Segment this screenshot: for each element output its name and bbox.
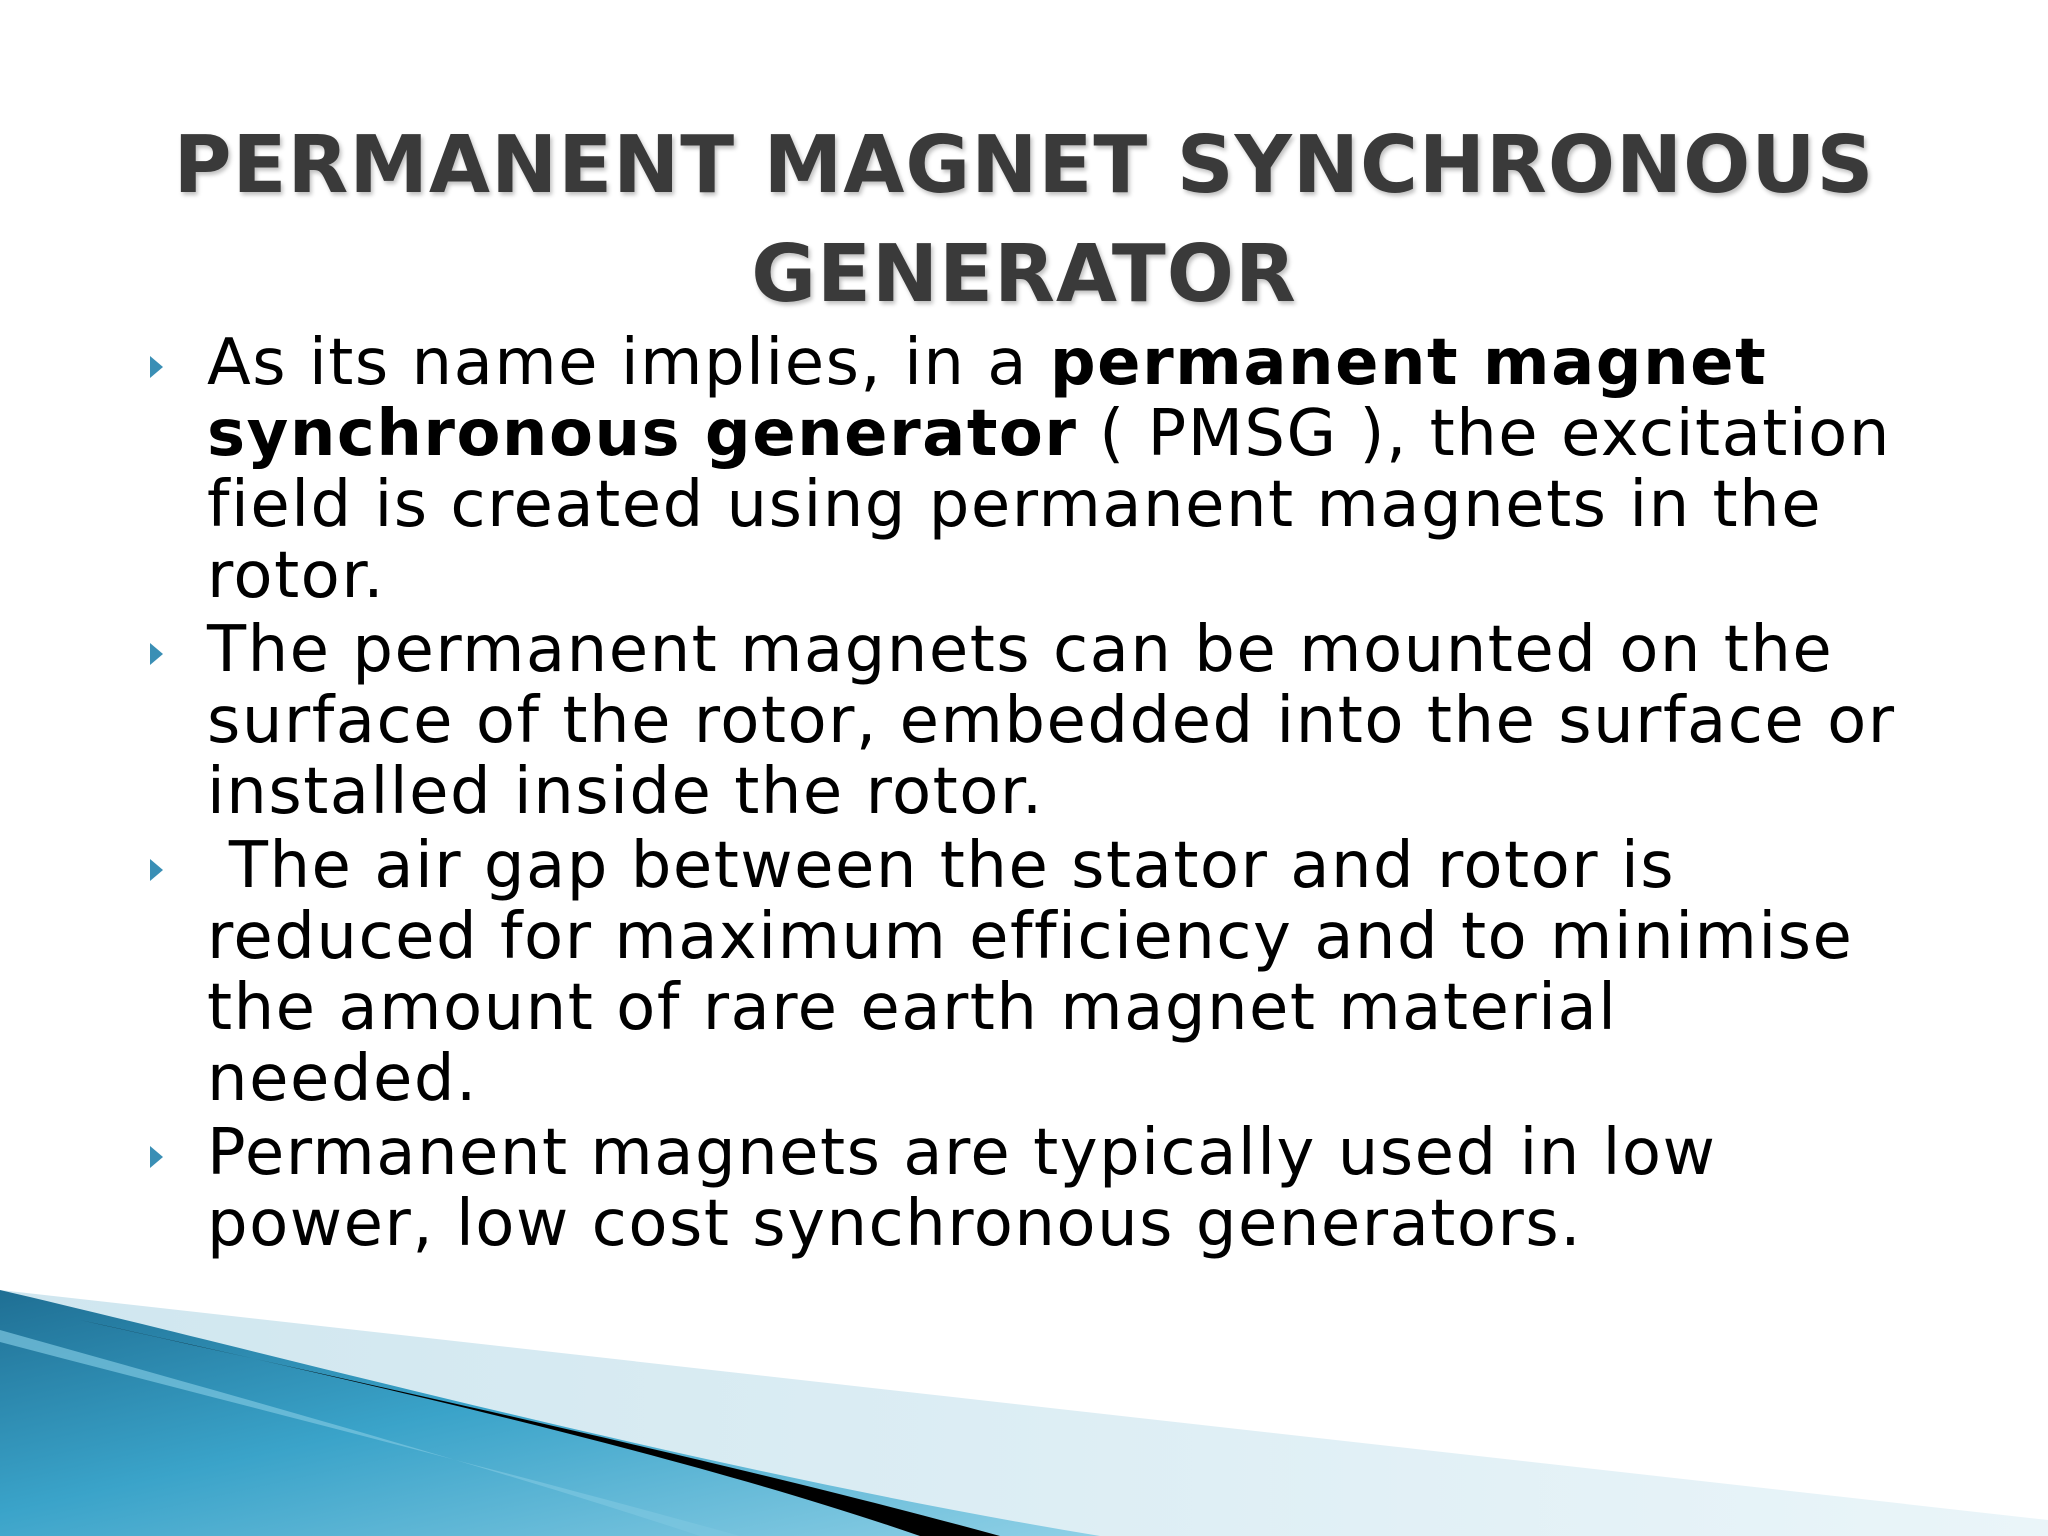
slide-title-line-2: GENERATOR <box>751 227 1297 320</box>
bullet-text-bold: permanent magnet synchronous generator <box>207 326 1768 471</box>
bullet-text: The permanent magnets can be mounted on the surface of the rotor, embedded into the surface or installed inside the rotor. <box>207 613 1896 829</box>
bullet-text: The air gap between the stator and rotor is reduced for maximum efficiency and to minimise the amount of rare earth magnet material needed. <box>207 829 1876 1116</box>
slide-title <box>100 111 1948 329</box>
bullet-item <box>150 831 1910 1115</box>
bullet-text-post: ( PMSG ), the excitation field is created using permanent magnets in the rotor. <box>207 397 1891 613</box>
triangle-bullet-icon <box>150 356 163 378</box>
bullet-item <box>150 615 1910 828</box>
triangle-bullet-icon <box>150 1146 163 1168</box>
bullet-item <box>150 1118 1910 1260</box>
bullet-list <box>150 328 1910 1263</box>
bullet-text: Permanent magnets are typically used in low power, low cost synchronous generators. <box>207 1116 1717 1261</box>
bullet-item <box>150 328 1910 612</box>
slide-decoration-swoosh <box>0 1270 2048 1536</box>
slide-title-line-1: PERMANENT MAGNET SYNCHRONOUS <box>173 118 1875 211</box>
triangle-bullet-icon <box>150 643 163 665</box>
bullet-text-pre: As its name implies, in a <box>207 326 1050 400</box>
triangle-bullet-icon <box>150 859 163 881</box>
